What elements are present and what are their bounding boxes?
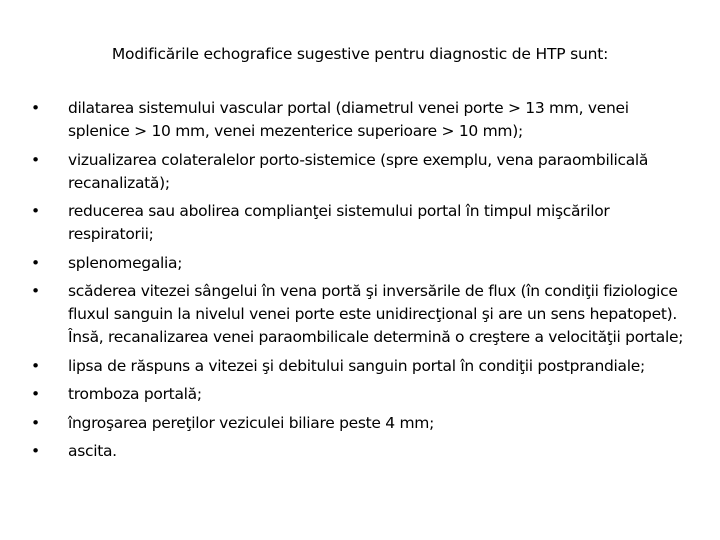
bullet-icon: • bbox=[31, 385, 40, 403]
slide-title: Modificările echografice sugestive pentru diagnostic de HTP sunt: bbox=[111, 45, 609, 63]
list-item-text: tromboza portală; bbox=[68, 385, 202, 403]
list-item-text: lipsa de răspuns a vitezei şi debitului sanguin portal în condiţii postprandiale; bbox=[68, 356, 645, 375]
list-item bbox=[30, 280, 690, 349]
list-item bbox=[30, 355, 690, 378]
list-item-text: scăderea vitezei sângelui în vena portă şi inversările de flux (în condiţii fiziologice fluxul sanguin la nivelul venei porte este unidirecţional şi are un sens hepatopet). Însă, recanalizarea venei paraombilicale determină o creştere a velocităţii portale; bbox=[68, 282, 684, 346]
bullet-icon: • bbox=[31, 413, 40, 432]
list-item-text: îngroşarea pereţilor veziculei biliare peste 4 mm; bbox=[68, 413, 434, 432]
list-item-text: splenomegalia; bbox=[68, 253, 183, 272]
bullet-icon: • bbox=[31, 253, 40, 272]
list-item bbox=[30, 200, 690, 246]
list-item-text: ascita. bbox=[68, 442, 117, 460]
bullet-icon: • bbox=[31, 202, 40, 220]
list-item-text: reducerea sau abolirea complianţei sistemului portal în timpul mişcărilor respiratorii; bbox=[68, 202, 610, 243]
list-item-text: vizualizarea colateralelor porto-sistemice (spre exemplu, vena paraombilicală recanalizată); bbox=[68, 150, 649, 192]
list-item bbox=[30, 97, 690, 143]
bullet-icon: • bbox=[31, 442, 40, 460]
list-item bbox=[30, 149, 690, 195]
list-item bbox=[30, 440, 690, 463]
list-item bbox=[30, 412, 690, 435]
bullet-icon: • bbox=[31, 282, 40, 300]
bullet-list bbox=[30, 97, 690, 469]
list-item bbox=[30, 383, 690, 406]
bullet-icon: • bbox=[31, 150, 40, 169]
list-item-text: dilatarea sistemului vascular portal (diametrul venei porte > 13 mm, venei splenice > 10 mm, venei mezenterice superioare > 10 mm); bbox=[68, 99, 629, 140]
list-item bbox=[30, 252, 690, 275]
bullet-icon: • bbox=[31, 99, 40, 117]
bullet-icon: • bbox=[31, 356, 40, 375]
